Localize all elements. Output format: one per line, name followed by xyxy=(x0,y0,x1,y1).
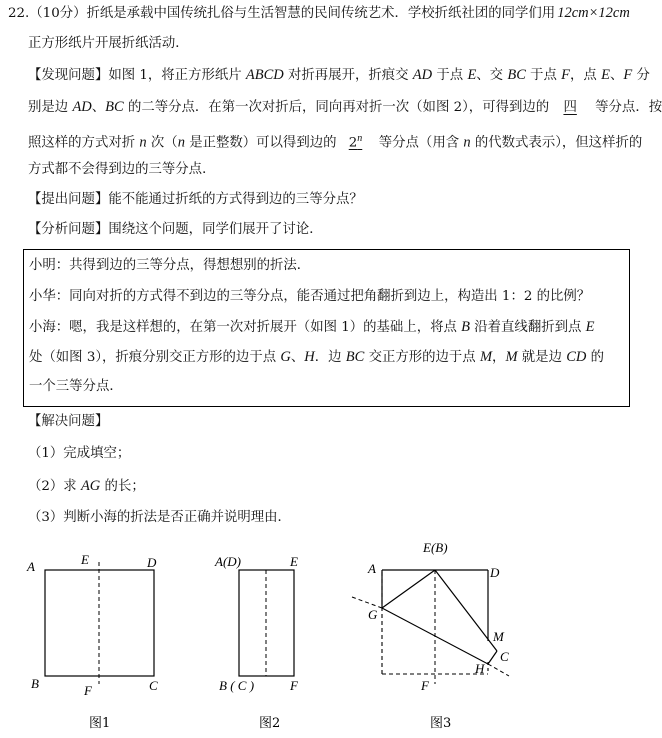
text: 照这样的方式对折 xyxy=(28,135,140,151)
fig3-segment-CH xyxy=(488,651,497,664)
math: B xyxy=(461,319,470,335)
question-3: （3）判断小海的折法是否正确并说明理由． xyxy=(28,510,291,525)
fig3-label-G: G xyxy=(368,607,378,622)
math: n xyxy=(139,134,147,151)
text: 、 xyxy=(91,100,106,115)
raise-question: 【提出问题】能不能通过折纸的方式得到边的三等分点？ xyxy=(28,192,363,207)
intro-line-2: 正方形纸片开展折纸活动． xyxy=(28,36,189,51)
text: 次（ xyxy=(146,135,178,151)
dialogue-line-5: 一个三等分点． xyxy=(29,379,123,394)
figure-1 xyxy=(26,552,158,731)
dialogue-line-1: 小明：共得到边的三等分点，得想想别的折法． xyxy=(29,258,311,273)
math: G xyxy=(280,349,291,365)
blank-2-base: 2 xyxy=(348,135,358,151)
figure-2 xyxy=(214,554,299,731)
math: BC xyxy=(105,99,124,115)
problem-number: 22. xyxy=(8,6,30,21)
math: CD xyxy=(566,349,587,365)
math: M xyxy=(479,349,493,365)
text: 的长； xyxy=(100,479,145,494)
fig2-label-E: E xyxy=(290,554,298,569)
text: 、交 xyxy=(476,68,508,83)
text: 的二等分点．在第一次对折后，同向再对折一次（如图 2），可得到边的 xyxy=(123,100,550,115)
math: AD xyxy=(72,99,92,115)
fig3-caption: 图3 xyxy=(430,716,452,731)
math: AD xyxy=(412,67,433,83)
math: AG xyxy=(80,478,101,494)
text: ， xyxy=(492,350,506,365)
fig3-crease-ext-right xyxy=(488,664,509,676)
fig1-label-E: E xyxy=(81,552,89,567)
text: 【发现问题】如图 1，将正方形纸片 xyxy=(28,68,246,83)
problem-points: （10分） xyxy=(29,6,87,21)
solve-heading: 【解决问题】 xyxy=(28,414,109,429)
text: ．边 xyxy=(314,350,346,365)
fig3-label-H: H xyxy=(475,661,485,676)
math: F xyxy=(623,67,633,83)
fig2-label-F: F xyxy=(290,678,298,693)
math: E xyxy=(467,67,477,83)
math: E xyxy=(585,319,595,335)
fig1-label-A: A xyxy=(27,559,35,574)
dialogue-line-2: 小华：同向对折的方式得不到边的三等分点，能否通过把角翻折到边上，构造出 1：2 的比例？ xyxy=(29,289,591,304)
question-1: （1）完成填空； xyxy=(28,446,131,461)
text: 的 xyxy=(586,350,605,365)
fig3-label-M: M xyxy=(493,629,504,644)
fig3-crease-ext-left xyxy=(352,597,382,608)
text: 、 xyxy=(609,68,624,83)
fig2-label-AD: A(D) xyxy=(215,554,241,569)
math: M xyxy=(505,349,518,365)
math: F xyxy=(561,67,571,83)
text: 就是边 xyxy=(517,350,567,365)
fig1-label-C: C xyxy=(149,678,158,693)
text: 是正整数）可以得到边的 xyxy=(184,135,337,151)
discover-line-4: 方式都不会得到边的三等分点． xyxy=(28,162,216,177)
answer-blank-1: 四 xyxy=(563,100,577,115)
math: BC xyxy=(507,67,526,83)
fig3-label-EB: E(B) xyxy=(423,540,448,555)
fig1-label-D: D xyxy=(147,555,157,570)
blank-2-exponent: n xyxy=(357,133,363,144)
fig1-label-F: F xyxy=(84,683,92,698)
fig3-label-A: A xyxy=(368,561,376,576)
math: n xyxy=(177,134,185,151)
fig3-label-F: F xyxy=(421,678,429,693)
figure-3 xyxy=(352,540,509,731)
text: ，点 xyxy=(570,68,602,83)
text: 于点 xyxy=(432,68,468,83)
fig1-label-B: B xyxy=(31,676,39,691)
analyze-question: 【分析问题】围绕这个问题，同学们展开了讨论． xyxy=(28,222,323,237)
text: 的代数式表示），但这样折的 xyxy=(470,135,643,151)
fig3-label-C: C xyxy=(500,649,509,664)
text: 、 xyxy=(290,350,305,365)
math: H xyxy=(304,349,315,365)
text: 于点 xyxy=(525,68,562,83)
fig1-caption: 图1 xyxy=(89,716,111,731)
text: 小海：嗯，我是这样想的，在第一次对折展开（如图 1）的基础上，将点 xyxy=(29,320,462,335)
text: 分 xyxy=(632,68,650,83)
math: n xyxy=(463,134,471,151)
fig3-label-D: D xyxy=(490,565,500,580)
math: ABCD xyxy=(245,67,284,83)
text: 对折再展开，折痕交 xyxy=(283,68,413,83)
fig2-caption: 图2 xyxy=(259,716,281,731)
text: 沿着直线翻折到点 xyxy=(470,320,586,335)
math: BC xyxy=(345,349,365,365)
text: 等分点（用含 xyxy=(374,135,464,151)
text: 交正方形的边于点 xyxy=(364,350,480,365)
math: E xyxy=(601,67,610,83)
text: 别是边 xyxy=(28,100,73,115)
intro-text: 折纸是承载中国传统扎俗与生活智慧的民间传统艺术．学校折纸社团的同学们用 xyxy=(86,6,556,21)
text: （2）求 xyxy=(28,479,81,494)
fig3-segment-GE xyxy=(382,570,435,608)
size-expression: 12cm×12cm xyxy=(557,5,630,21)
fig2-label-BC: B ( C ) xyxy=(219,678,255,693)
text: 处（如图 3），折痕分别交正方形的边于点 xyxy=(29,350,281,365)
text: 等分点．按 xyxy=(595,100,662,115)
